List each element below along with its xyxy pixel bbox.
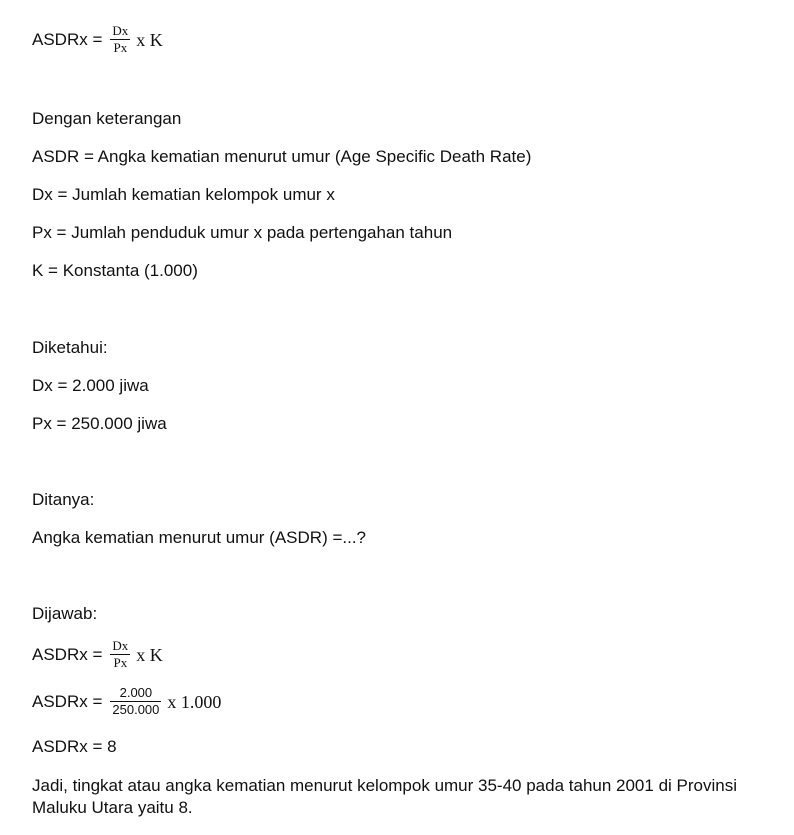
formula-lhs: ASDRx = (32, 29, 103, 49)
diketahui-heading: Diketahui: (32, 338, 108, 357)
formula-multiplier: x K (136, 29, 163, 50)
keterangan-item: Dx = Jumlah kematian kelompok umur x (32, 185, 335, 204)
ditanya-heading: Ditanya: (32, 490, 95, 509)
keterangan-item: ASDR = Angka kematian menurut umur (Age Specific Death Rate) (32, 147, 532, 166)
keterangan-heading: Dengan keterangan (32, 109, 182, 128)
fraction-denominator: 250.000 (112, 702, 160, 717)
formula-multiplier: x K (136, 644, 163, 665)
formula-multiplier: x 1.000 (167, 691, 222, 712)
dijawab-formula (32, 639, 163, 670)
conclusion-paragraph: Jadi, tingkat atau angka kematian menurut kelompok umur 35-40 pada tahun 2001 di Provinsi Maluku Utara yaitu 8. (32, 776, 737, 817)
keterangan-item: K = Konstanta (1.000) (32, 261, 198, 280)
fraction-denominator: Px (113, 40, 128, 55)
asdr-formula (32, 24, 163, 55)
fraction-numerator: 2.000 (119, 685, 153, 700)
diketahui-item: Dx = 2.000 jiwa (32, 376, 149, 395)
formula-fraction (110, 639, 130, 670)
dijawab-heading: Dijawab: (32, 604, 98, 623)
dijawab-substitution (32, 686, 221, 717)
fraction-numerator: Dx (112, 23, 129, 38)
formula-fraction (110, 24, 130, 55)
dijawab-result: ASDRx = 8 (32, 737, 117, 756)
fraction-numerator: Dx (112, 638, 129, 653)
keterangan-item: Px = Jumlah penduduk umur x pada pertengahan tahun (32, 223, 453, 242)
diketahui-item: Px = 250.000 jiwa (32, 414, 167, 433)
ditanya-question: Angka kematian menurut umur (ASDR) =...? (32, 528, 366, 547)
formula-fraction (110, 686, 161, 717)
formula-lhs: ASDRx = (32, 644, 103, 664)
fraction-denominator: Px (113, 655, 128, 670)
formula-lhs: ASDRx = (32, 691, 103, 711)
